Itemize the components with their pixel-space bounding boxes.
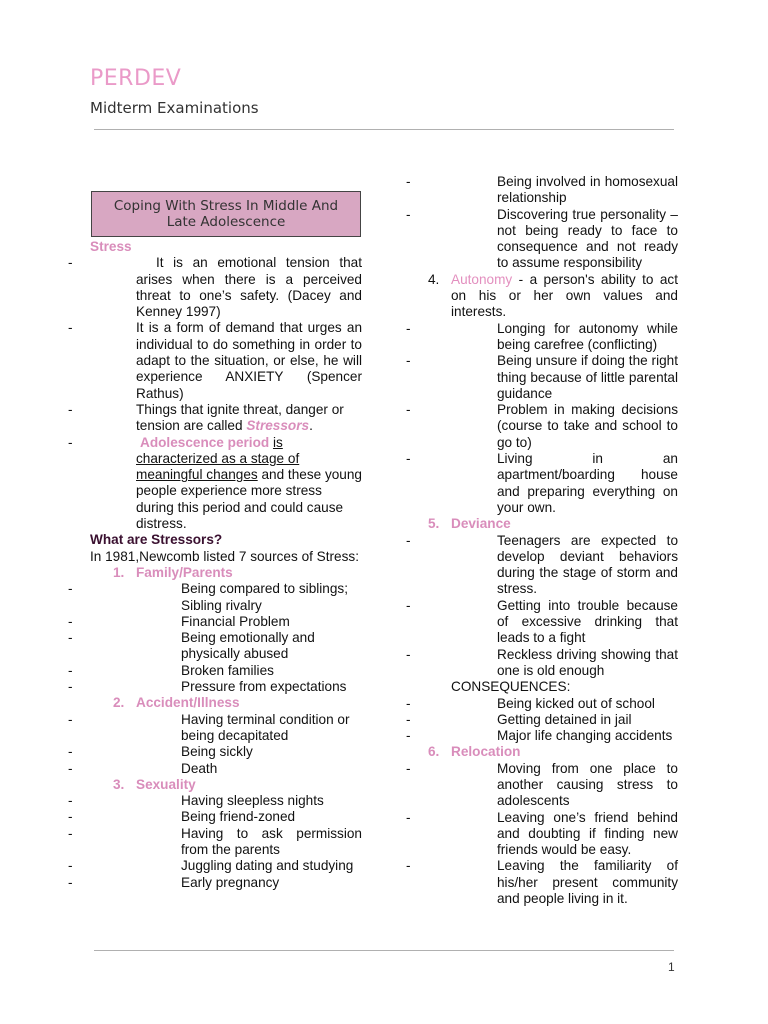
- list-item: - Having to ask permission from the parents: [90, 826, 362, 859]
- document-subtitle: Midterm Examinations: [90, 99, 259, 117]
- list-item: - Longing for autonomy while being carefree (conflicting): [428, 321, 678, 354]
- source-heading: 1. Family/Parents: [113, 564, 233, 580]
- list-item: - Being kicked out of school: [428, 696, 678, 712]
- source-heading: 2. Accident/Illness: [113, 695, 240, 711]
- source-heading: 4. Autonomy - a person's ability to act on his or her own values and interests.: [428, 271, 678, 320]
- list-item: - Juggling dating and studying: [90, 858, 362, 874]
- list-item: - Being involved in homosexual relationship: [428, 174, 678, 207]
- stressors-term: Stressors: [246, 418, 310, 434]
- list-item: - Being sickly: [90, 744, 362, 760]
- list-item: - Leaving the familiarity of his/her present community and people living in it.: [428, 858, 678, 907]
- list-item: - It is an emotional tension that arises when there is a perceived threat to one’s safety. (Dacey and Kenney 1997): [90, 255, 362, 320]
- source-heading: 5. Deviance: [428, 516, 511, 532]
- list-item: - Being compared to siblings; Sibling rivalry: [90, 581, 362, 614]
- list-item: - Discovering true personality –not being ready to face to consequence and not ready to assume responsibility: [428, 207, 678, 272]
- list-item: - Death: [90, 761, 362, 777]
- list-item: - Getting into trouble because of excessive drinking that leads to a fight: [428, 598, 678, 647]
- page-number: 1: [668, 960, 675, 974]
- source-heading: 6. Relocation: [428, 744, 521, 760]
- list-item: - Being emotionally and physically abused: [90, 630, 362, 663]
- list-item: - Being unsure if doing the right thing because of little parental guidance: [428, 353, 678, 402]
- stress-heading: Stress: [90, 239, 132, 254]
- list-item: - Major life changing accidents: [428, 728, 678, 744]
- left-column: [90, 239, 362, 891]
- footer-divider: [94, 950, 674, 951]
- stressors-heading: What are Stressors?: [90, 532, 223, 548]
- header-divider: [94, 129, 674, 130]
- right-column: [428, 174, 678, 907]
- list-item: - Broken families: [90, 663, 362, 679]
- list-item: - Moving from one place to another causing stress to adolescents: [428, 761, 678, 810]
- list-item: - Leaving one’s friend behind and doubting if finding new friends would be easy.: [428, 810, 678, 859]
- list-item: - It is a form of demand that urges an individual to do something in order to adapt to the situation, or else, he will experience ANXIETY (Spencer Rathus): [90, 320, 362, 401]
- list-item: - Early pregnancy: [90, 875, 362, 891]
- intro-text: In 1981,Newcomb listed 7 sources of Stress:: [90, 548, 359, 564]
- list-item: - Being friend-zoned: [90, 809, 362, 825]
- list-item: - Financial Problem: [90, 614, 362, 630]
- list-item: - Having terminal condition or being decapitated: [90, 712, 362, 745]
- section-title-box: Coping With Stress In Middle And Late Adolescence: [91, 191, 361, 237]
- list-item: - Adolescence period is characterized as a stage of meaningful changes and these young people experience more stress during this period and could cause distress.: [90, 435, 362, 533]
- list-item: - Problem in making decisions (course to take and school to go to): [428, 402, 678, 451]
- source-heading: 3. Sexuality: [113, 776, 196, 792]
- list-item: - Getting detained in jail: [428, 712, 678, 728]
- list-item: - Living in an apartment/boarding house and preparing everything on your own.: [428, 451, 678, 516]
- list-item: - Pressure from expectations: [90, 679, 362, 695]
- consequences-label: CONSEQUENCES:: [451, 679, 571, 695]
- list-item: - Things that ignite threat, danger or tension are called Stressors.: [90, 402, 362, 435]
- list-item: - Reckless driving showing that one is old enough: [428, 647, 678, 680]
- document-title: PERDEV: [90, 66, 182, 91]
- adolescence-term: Adolescence period: [140, 434, 270, 450]
- underlined-text: is characterized as a stage of meaningful changes: [136, 434, 300, 483]
- list-item: - Having sleepless nights: [90, 793, 362, 809]
- list-item: - Teenagers are expected to develop deviant behaviors during the stage of storm and stress.: [428, 533, 678, 598]
